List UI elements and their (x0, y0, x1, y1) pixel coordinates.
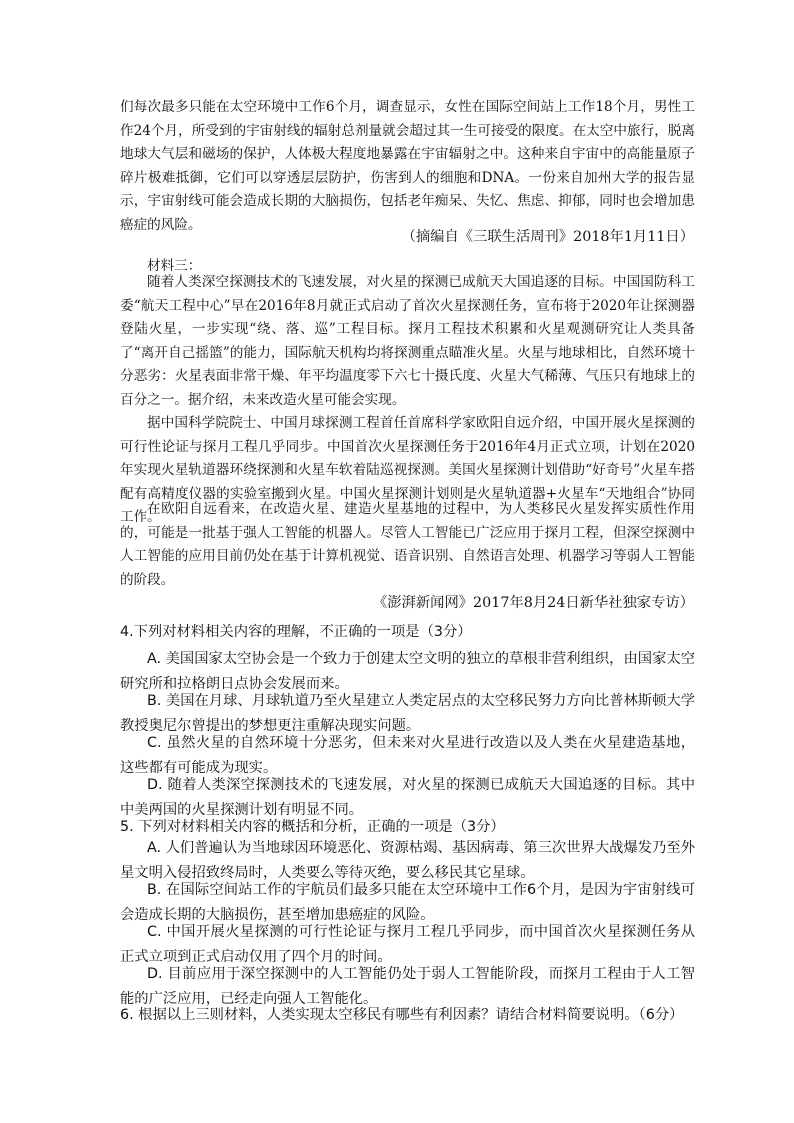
question-4-option-c: C. 虽然火星的自然环境十分恶劣，但未来对火星进行改造以及人类在火星建造基地，这些都有可能成为现实。 (120, 735, 695, 776)
question-5-option-c: C. 中国开展火星探测的可行性论证与探月工程几乎同步，而中国首次火星探测任务从正式立项到正式启动仅用了四个月的时间。 (120, 924, 695, 965)
question-4-option-d: D. 随着人类深空探测技术的飞速发展，对火星的探测已成航天大国追逐的目标。其中中美两国的火星探测计划有明显不同。 (120, 777, 695, 818)
material3-paragraph-2: 据中国科学院院士、中国月球探测工程首任首席科学家欧阳自远介绍，中国开展火星探测的可行性论证与探月工程几乎同步。中国首次火星探测任务于2016年4月正式立项，计划在2020年实现火星轨道器环绕探测和火星车软着陆巡视探测。美国火星探测计划借助“好奇号”火星车搭配有高精度仪器的实验室搬到火星。中国火星探测计划则是火星轨道器+火星车“天地组合”协同工作。 (120, 415, 695, 526)
question-5-stem: 5. 下列对材料相关内容的概括和分析，正确的一项是（3分） (120, 819, 505, 835)
question-5-option-d: D. 目前应用于深空探测中的人工智能仍处于弱人工智能阶段，而探月工程由于人工智能的广泛应用，已经走向强人工智能化。 (120, 966, 695, 1007)
question-5-option-b: B. 在国际空间站工作的宇航员们最多只能在太空环境中工作6个月，是因为宇宙射线可会造成长期的大脑损伤，甚至增加患癌症的风险。 (120, 882, 695, 923)
source-material3: 《澎湃新闻网》2017年8月24日新华社独家专访） (372, 595, 694, 611)
material3-paragraph-1: 随着人类深空探测技术的飞速发展，对火星的探测已成航天大国追逐的目标。中国国防科工委“航天工程中心”早在2016年8月就正式启动了首次火星探测任务，宣布将于2020年让探测器登陆火星，一步实现“绕、落、巡”工程目标。探月工程技术积累和火星观测研究让人类具备了“离开自己摇篮”的能力，国际航天机构均将探测重点瞄准火星。火星与地球相比，自然环境十分恶劣：火星表面非常干燥、年平均温度零下六七十摄氏度、火星大气稀薄、气压只有地球上的百分之一。据介绍，未来改造火星可能会实现。 (120, 274, 695, 408)
question-4-stem: 4.下列对材料相关内容的理解，不正确的一项是（3分） (120, 624, 472, 640)
material3-paragraph-3: 在欧阳自远看来，在改造火星、建造火星基地的过程中，为人类移民火星发挥实质性作用的，可能是一批基于强人工智能的机器人。尽管人工智能已广泛应用于探月工程，但深空探测中人工智能的应用目前仍处在基于计算机视觉、语音识别、自然语言处理、机器学习等弱人工智能的阶段。 (120, 501, 695, 588)
material2-tail-paragraph: 们每次最多只能在太空环境中工作6个月，调查显示，女性在国际空间站上工作18个月，男性工作24个月，所受到的宇宙射线的辐射总剂量就会超过其一生可接受的限度。在太空中旅行，脱离地球大气层和磁场的保护，人体极大程度地暴露在宇宙辐射之中。这种来自宇宙中的高能量原子碎片极难抵御，它们可以穿透层层防护，伤害到人的细胞和DNA。一份来自加州大学的报告显示，宇宙射线可能会造成长期的大脑损伤，包括老年痴呆、失忆、焦虑、抑郁，同时也会增加患癌症的风险。 (120, 99, 695, 233)
material3-label: 材料三： (147, 258, 202, 274)
question-6: 6. 根据以上三则材料，人类实现太空移民有哪些有利因素？请结合材料简要说明。（6分） (120, 1007, 684, 1023)
question-4-option-b: B. 美国在月球、月球轨道乃至火星建立人类定居点的太空移民努力方向比普林斯顿大学教授奥尼尔曾提出的梦想更注重解决现实问题。 (120, 693, 695, 734)
source-material2: （摘编自《三联生活周刊》2018年1月11日） (401, 229, 694, 245)
question-5-option-a: A. 人们普遍认为当地球因环境恶化、资源枯竭、基因病毒、第三次世界大战爆发乃至外星文明入侵招致终局时，人类要么等待灭绝，要么移民其它星球。 (120, 840, 695, 881)
question-4-option-a: A. 美国国家太空协会是一个致力于创建太空文明的独立的草根非营利组织，由国家太空研究所和拉格朗日点协会发展而来。 (120, 651, 695, 692)
